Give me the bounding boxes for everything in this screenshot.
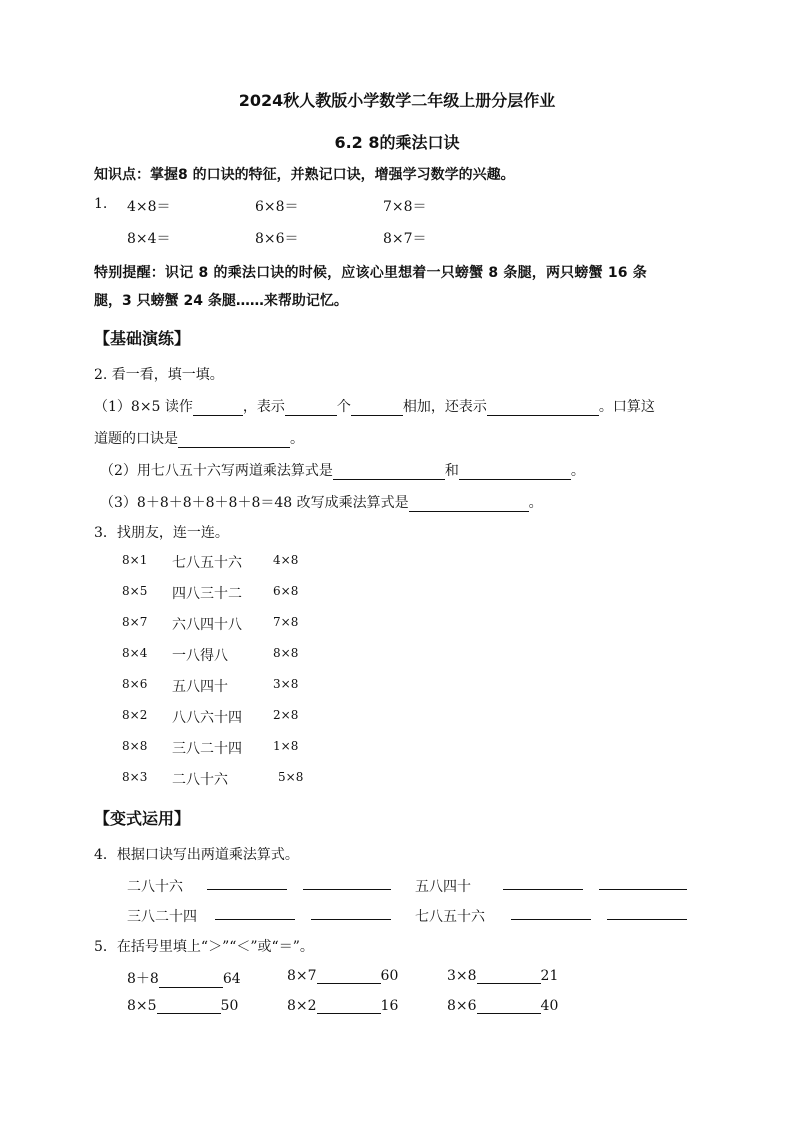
answer-blank[interactable]: [459, 465, 571, 480]
q4-rhyme: 三八二十四: [127, 909, 197, 925]
match-right-expression[interactable]: 4×8: [273, 553, 299, 567]
answer-blank[interactable]: [487, 401, 599, 416]
q2-p1-line2-text-b: 。: [290, 431, 304, 447]
q1-item: 8×6＝: [255, 231, 299, 247]
q5-left: 8×7: [287, 968, 317, 984]
match-right-expression[interactable]: 1×8: [273, 739, 299, 753]
match-right-expression[interactable]: 8×8: [273, 646, 299, 660]
match-right-expression[interactable]: 7×8: [273, 615, 299, 629]
match-left-expression[interactable]: 8×8: [122, 739, 148, 753]
q5-left: 8＋8: [127, 971, 159, 987]
q5-left: 8×2: [287, 998, 317, 1014]
q1-item: 7×8＝: [383, 199, 427, 215]
q5-left: 8×5: [127, 998, 157, 1014]
match-right-expression[interactable]: 6×8: [273, 584, 299, 598]
q2-p1-text-d: 相加，还表示: [402, 399, 487, 415]
q4-item: [415, 906, 485, 926]
answer-blank[interactable]: [409, 497, 529, 512]
q2-p2-text-a: （2）用七八五十六写两道乘法算式是: [100, 463, 333, 479]
knowledge-point: 知识点：掌握8 的口诀的特征，并熟记口诀，增强学习数学的兴趣。: [94, 167, 515, 183]
q4-item: [127, 906, 197, 926]
match-rhyme[interactable]: 四八三十二: [172, 586, 242, 602]
match-rhyme[interactable]: 八八六十四: [172, 710, 242, 726]
q5-left: 3×8: [447, 968, 477, 984]
q2-part1-line2: [94, 428, 304, 448]
q5-right: 40: [540, 998, 559, 1014]
answer-blank[interactable]: [157, 999, 221, 1014]
q5-item: [127, 968, 241, 988]
answer-blank[interactable]: [503, 875, 583, 890]
answer-blank[interactable]: [477, 969, 541, 984]
q2-p3-text-b: 。: [528, 495, 543, 511]
tip-line-1: 特别提醒：识记 8 的乘法口诀的时候，应该心里想着一只螃蟹 8 条腿，两只螃蟹 16 条: [94, 265, 648, 281]
q1-item: 4×8＝: [127, 199, 171, 215]
match-left-expression[interactable]: 8×6: [122, 677, 148, 691]
match-left-expression[interactable]: 8×5: [122, 584, 148, 598]
answer-blank[interactable]: [607, 905, 687, 920]
tip-line-2: 腿，3 只螃蟹 24 条腿……来帮助记忆。: [94, 293, 348, 309]
match-left-expression[interactable]: 8×2: [122, 708, 148, 722]
q3-stem: 3．找朋友，连一连。: [94, 525, 229, 541]
q4-rhyme: 二八十六: [127, 879, 183, 895]
answer-blank[interactable]: [511, 905, 591, 920]
q5-item: [127, 998, 238, 1014]
q5-right: 50: [220, 998, 239, 1014]
match-rhyme[interactable]: 五八四十: [172, 679, 228, 695]
section-variant-application: 【变式运用】: [94, 809, 191, 828]
match-right-expression[interactable]: 5×8: [278, 770, 304, 784]
answer-blank[interactable]: [215, 905, 295, 920]
answer-blank[interactable]: [477, 999, 541, 1014]
match-rhyme[interactable]: 六八四十八: [172, 617, 242, 633]
answer-blank[interactable]: [317, 999, 381, 1014]
q2-part1-line1: [94, 396, 655, 416]
q2-part3: [100, 492, 543, 512]
match-rhyme[interactable]: 二八十六: [172, 772, 228, 788]
answer-blank[interactable]: [178, 433, 290, 448]
q5-right: 64: [222, 971, 241, 987]
answer-blank[interactable]: [285, 401, 337, 416]
q2-part2: [100, 460, 585, 480]
q5-item: [447, 998, 558, 1014]
match-rhyme[interactable]: 三八二十四: [172, 741, 242, 757]
q4-rhyme: 七八五十六: [415, 909, 485, 925]
q2-p3-text-a: （3）8＋8＋8＋8＋8＋8＝48 改写成乘法算式是: [100, 495, 409, 511]
match-left-expression[interactable]: 8×4: [122, 646, 148, 660]
q2-p1-text-c: 个: [336, 399, 351, 415]
answer-blank[interactable]: [351, 401, 403, 416]
answer-blank[interactable]: [193, 401, 243, 416]
match-rhyme[interactable]: 七八五十六: [172, 555, 242, 571]
answer-blank[interactable]: [159, 973, 223, 988]
section-basic-practice: 【基础演练】: [94, 329, 191, 348]
match-left-expression[interactable]: 8×7: [122, 615, 148, 629]
q1-item: 8×4＝: [127, 231, 171, 247]
match-left-expression[interactable]: 8×1: [122, 553, 148, 567]
q2-p1-line2-text-a: 道题的口诀是: [94, 431, 178, 447]
q5-item: [287, 998, 398, 1014]
answer-blank[interactable]: [303, 875, 391, 890]
q5-stem: 5．在括号里填上“＞”“＜”或“＝”。: [94, 939, 314, 955]
q5-right: 16: [380, 998, 399, 1014]
page-subtitle: 6.2 8的乘法口诀: [334, 133, 460, 152]
answer-blank[interactable]: [317, 969, 381, 984]
q5-left: 8×6: [447, 998, 477, 1014]
page-title: 2024秋人教版小学数学二年级上册分层作业: [238, 91, 556, 110]
q5-right: 21: [540, 968, 559, 984]
q2-stem: 2. 看一看，填一填。: [94, 367, 224, 383]
q5-item: [447, 968, 558, 984]
match-left-expression[interactable]: 8×3: [122, 770, 148, 784]
q1-number: 1.: [94, 196, 108, 212]
q4-stem: 4．根据口诀写出两道乘法算式。: [94, 847, 299, 863]
match-rhyme[interactable]: 一八得八: [172, 648, 228, 664]
q4-rhyme: 五八四十: [415, 879, 471, 895]
q4-item: [127, 876, 183, 896]
q1-item: 6×8＝: [255, 199, 299, 215]
q5-item: [287, 968, 398, 984]
match-right-expression[interactable]: 3×8: [273, 677, 299, 691]
q1-item: 8×7＝: [383, 231, 427, 247]
q2-p1-text-e: 。口算这: [598, 399, 655, 415]
answer-blank[interactable]: [599, 875, 687, 890]
q2-p2-text-c: 。: [570, 463, 585, 479]
q5-right: 60: [380, 968, 399, 984]
answer-blank[interactable]: [311, 905, 391, 920]
q2-p1-text-b: ，表示: [242, 399, 285, 415]
answer-blank[interactable]: [207, 875, 287, 890]
q4-item: [415, 876, 471, 896]
q2-p1-text-a: （1）8×5 读作: [94, 399, 193, 415]
q2-p2-text-b: 和: [444, 463, 459, 479]
match-right-expression[interactable]: 2×8: [273, 708, 299, 722]
answer-blank[interactable]: [333, 465, 445, 480]
